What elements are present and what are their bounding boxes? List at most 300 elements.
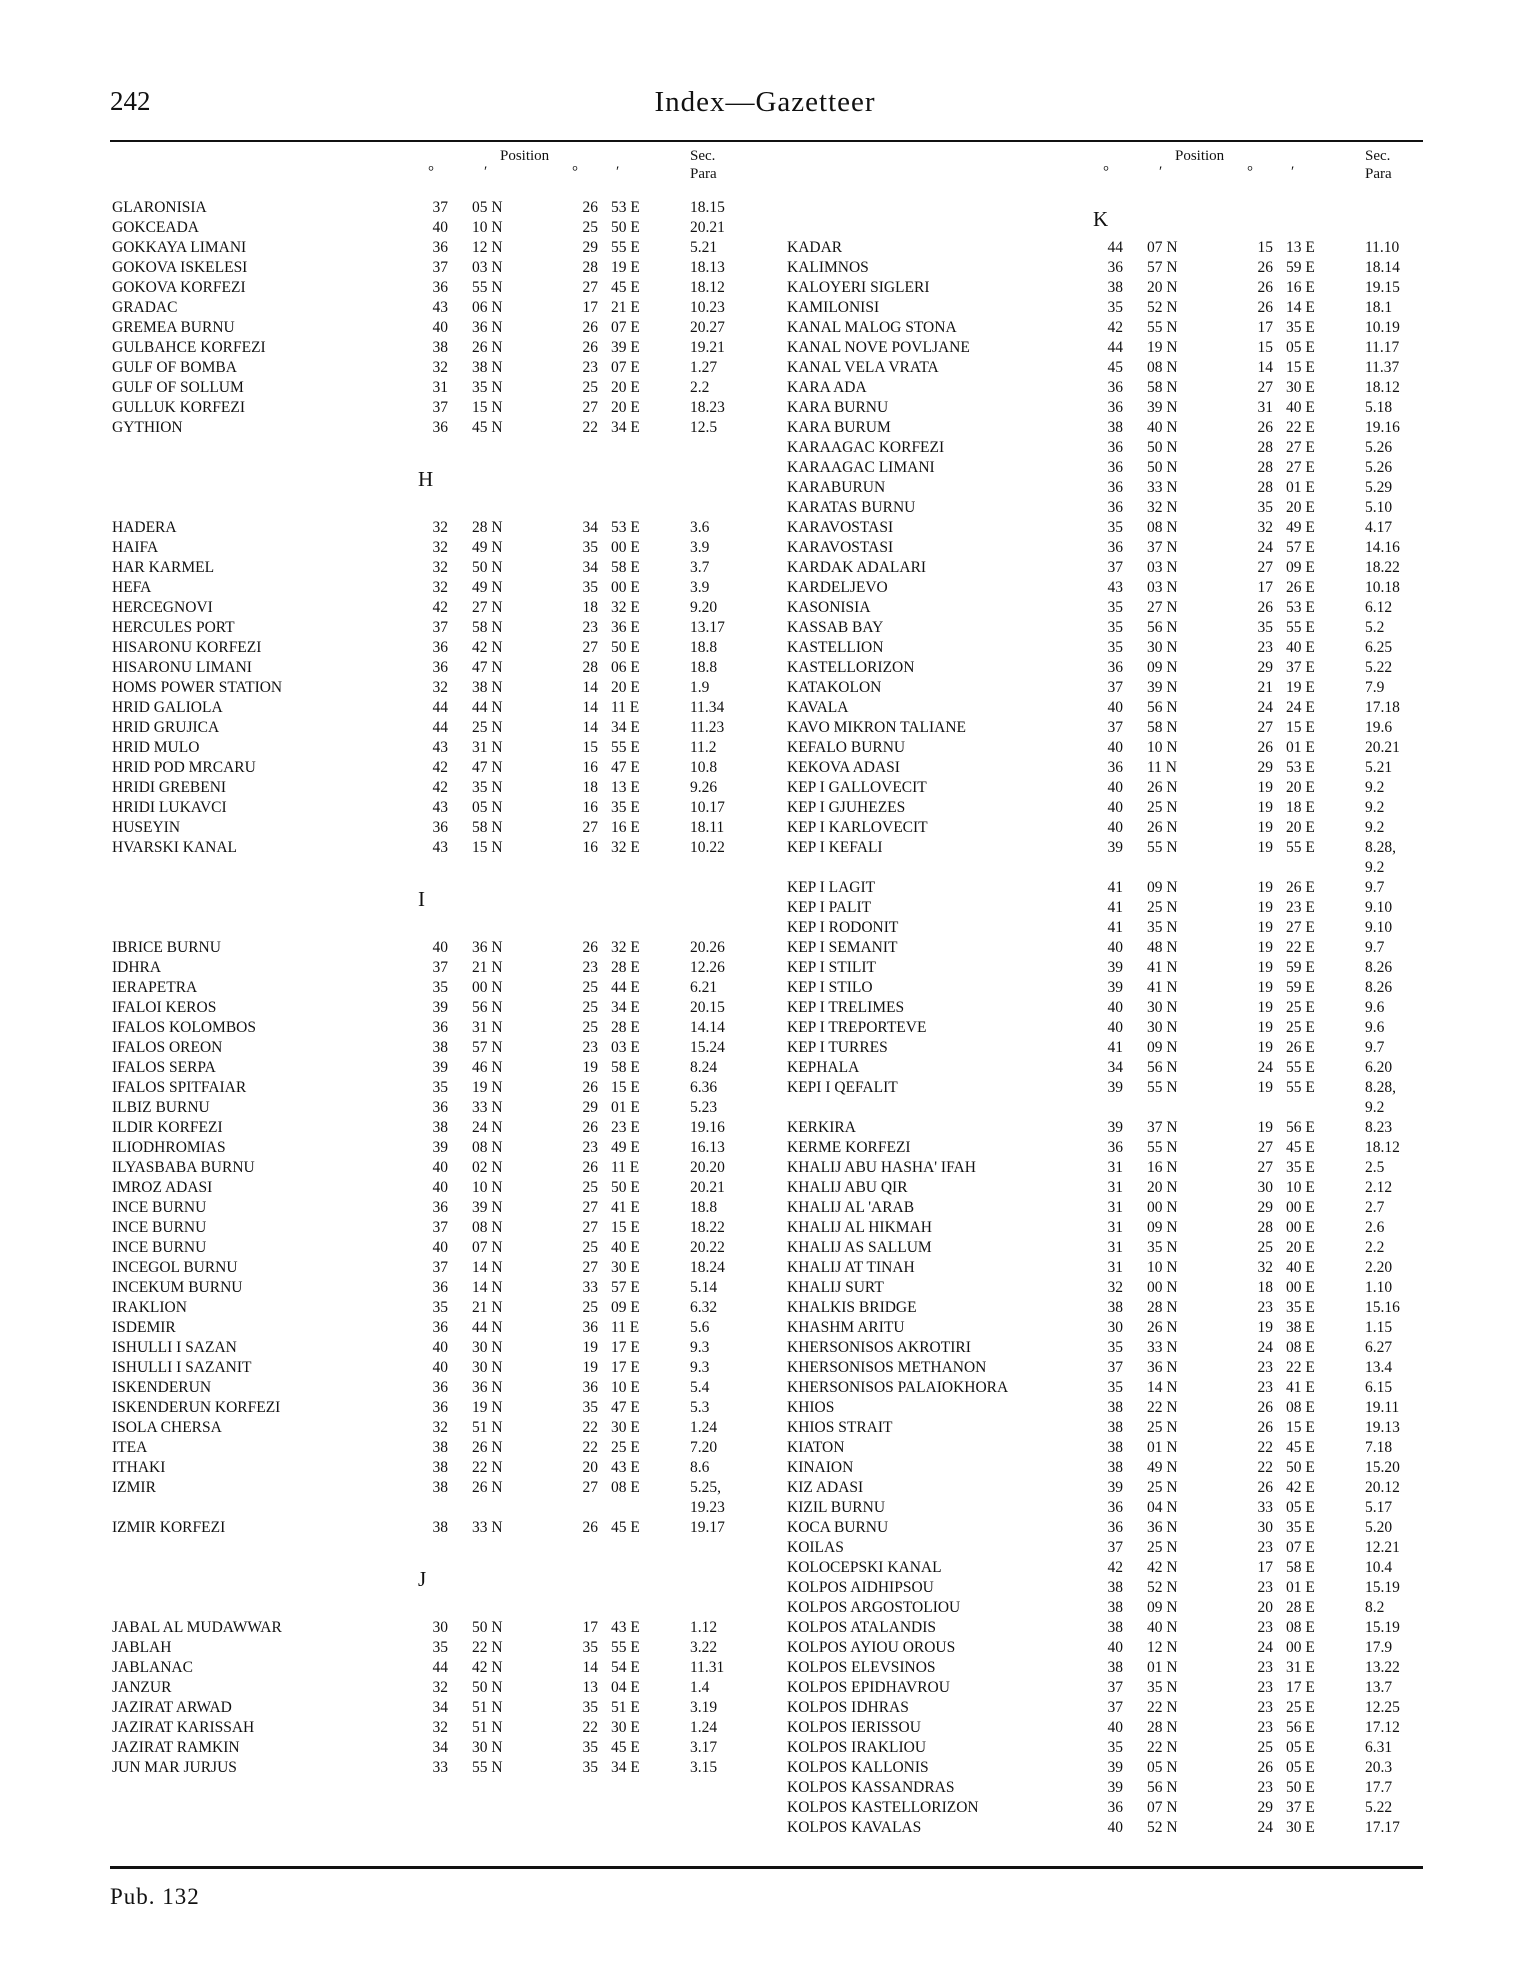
sec-para: 20.27 [690, 319, 725, 336]
lon-minutes: 15 E [1286, 719, 1315, 736]
lat-minutes: 07 N [1147, 1799, 1178, 1816]
sec-para: 3.15 [690, 1759, 718, 1776]
gazetteer-entry [785, 1638, 1425, 1658]
gazetteer-entry [110, 1218, 750, 1238]
lon-minutes: 49 E [1286, 519, 1315, 536]
gazetteer-entry [110, 1238, 750, 1258]
lon-minutes: 16 E [1286, 279, 1315, 296]
place-name: GOKCEADA [112, 219, 199, 236]
lon-degrees: 20 [582, 1459, 598, 1476]
sec-para: 7.18 [1365, 1439, 1393, 1456]
place-name: HADERA [112, 519, 177, 536]
lon-minutes: 45 E [611, 279, 640, 296]
lon-degrees: 28 [1257, 1219, 1273, 1236]
lat-degrees: 40 [1107, 819, 1123, 836]
lat-degrees: 40 [432, 1159, 448, 1176]
lat-degrees: 36 [1107, 1139, 1123, 1156]
lat-degrees: 31 [1107, 1219, 1123, 1236]
lon-minutes: 45 E [1286, 1439, 1315, 1456]
lat-degrees: 37 [432, 399, 448, 416]
lon-degrees: 19 [1257, 919, 1273, 936]
lon-minutes: 50 E [1286, 1779, 1315, 1796]
lon-degrees: 27 [582, 1479, 598, 1496]
lat-minutes: 05 N [472, 799, 503, 816]
lat-degrees: 35 [432, 1639, 448, 1656]
lon-degrees: 23 [1257, 1539, 1273, 1556]
lat-minutes: 42 N [472, 1659, 503, 1676]
lat-degrees: 38 [1107, 1599, 1123, 1616]
place-name: KOLPOS ATALANDIS [787, 1619, 937, 1636]
lon-degrees: 19 [1257, 839, 1273, 856]
lon-degrees: 19 [1257, 999, 1273, 1016]
lon-degrees: 23 [582, 359, 598, 376]
gazetteer-entry [785, 1058, 1425, 1078]
lat-minutes: 22 N [472, 1639, 503, 1656]
section-letter [110, 878, 750, 918]
lon-degrees: 24 [1257, 1639, 1273, 1656]
lat-minutes: 35 N [1147, 1239, 1178, 1256]
lon-minutes: 09 E [1286, 559, 1315, 576]
lon-minutes: 17 E [611, 1359, 640, 1376]
lon-degrees: 29 [582, 239, 598, 256]
section-letter [110, 458, 750, 498]
gazetteer-entry [785, 518, 1425, 538]
place-name: KARAAGAC LIMANI [787, 459, 935, 476]
lon-degrees: 19 [1257, 979, 1273, 996]
lon-minutes: 22 E [1286, 419, 1315, 436]
place-name: IBRICE BURNU [112, 939, 221, 956]
sec-para: 2.7 [1365, 1199, 1385, 1216]
lat-minutes: 09 N [1147, 659, 1178, 676]
sec-para: 3.9 [690, 539, 710, 556]
lon-minutes: 55 E [1286, 619, 1315, 636]
gazetteer-entry [785, 778, 1425, 798]
lon-minutes: 11 E [611, 699, 640, 716]
lat-minutes: 58 N [472, 619, 503, 636]
lon-minutes: 41 E [1286, 1379, 1315, 1396]
gazetteer-entry [110, 1098, 750, 1118]
place-name: KEP I KARLOVECIT [787, 819, 928, 836]
lat-degrees: 38 [1107, 419, 1123, 436]
lat-degrees: 43 [1107, 579, 1123, 596]
lon-minutes: 25 E [1286, 999, 1315, 1016]
sec-para: 5.21 [690, 239, 718, 256]
sec-para: 18.14 [1365, 259, 1400, 276]
place-name: ISOLA CHERSA [112, 1419, 222, 1436]
lon-degrees: 35 [582, 1739, 598, 1756]
lat-minutes: 50 N [1147, 439, 1178, 456]
lat-minutes: 37 N [1147, 1119, 1178, 1136]
gazetteer-entry [110, 558, 750, 578]
sec-para: 1.9 [690, 679, 710, 696]
spacer [110, 438, 750, 458]
place-name: KANAL MALOG STONA [787, 319, 957, 336]
lon-degrees: 25 [1257, 1739, 1273, 1756]
gazetteer-entry [110, 1618, 750, 1638]
lat-degrees: 32 [432, 1419, 448, 1436]
sec-para: 5.6 [690, 1319, 710, 1336]
lat-degrees: 40 [1107, 1819, 1123, 1836]
lon-minutes: 53 E [611, 519, 640, 536]
lat-degrees: 40 [1107, 1639, 1123, 1656]
lon-degrees: 17 [582, 1619, 598, 1636]
lon-degrees: 27 [582, 1199, 598, 1216]
lat-degrees: 38 [1107, 1459, 1123, 1476]
gazetteer-entry [785, 918, 1425, 938]
sec-para: 5.21 [1365, 759, 1393, 776]
lon-degrees: 28 [582, 259, 598, 276]
lat-minutes: 45 N [472, 419, 503, 436]
lon-minutes: 40 E [1286, 1259, 1315, 1276]
lat-degrees: 32 [432, 359, 448, 376]
lat-degrees: 41 [1107, 879, 1123, 896]
lat-minutes: 25 N [1147, 899, 1178, 916]
lat-minutes: 20 N [1147, 279, 1178, 296]
lon-minutes: 00 E [611, 579, 640, 596]
lon-minutes: 19 E [611, 259, 640, 276]
lat-minutes: 50 N [1147, 459, 1178, 476]
lon-degrees: 21 [1257, 679, 1273, 696]
place-name: KEP I PALIT [787, 899, 872, 916]
lon-minutes: 08 E [1286, 1619, 1315, 1636]
lat-degrees: 34 [432, 1699, 448, 1716]
sec-para: 2.6 [1365, 1219, 1385, 1236]
gazetteer-entry [110, 1518, 750, 1538]
lon-degrees: 26 [1257, 259, 1273, 276]
lat-degrees: 36 [432, 419, 448, 436]
lat-minutes: 22 N [1147, 1699, 1178, 1716]
sec-para: 18.13 [690, 259, 725, 276]
lat-degrees: 35 [1107, 639, 1123, 656]
gazetteer-entry [110, 798, 750, 818]
place-name: GLARONISIA [112, 199, 207, 216]
gazetteer-entry [785, 738, 1425, 758]
sec-para: 8.23 [1365, 1119, 1393, 1136]
gazetteer-entry [785, 1738, 1425, 1758]
lon-minutes: 22 E [1286, 1359, 1315, 1376]
gazetteer-entry [110, 258, 750, 278]
sec-para: 5.17 [1365, 1499, 1393, 1516]
lat-degrees: 38 [1107, 279, 1123, 296]
place-name: GRADAC [112, 299, 178, 316]
lon-minutes: 40 E [611, 1239, 640, 1256]
lat-minutes: 58 N [1147, 719, 1178, 736]
gazetteer-entry [785, 1318, 1425, 1338]
gazetteer-entry [110, 378, 750, 398]
gazetteer-entry [110, 1138, 750, 1158]
place-name: KARA BURUM [787, 419, 891, 436]
page-title: Index—Gazetteer [654, 86, 876, 118]
place-name: GULF OF BOMBA [112, 359, 237, 376]
lon-degrees: 13 [582, 1679, 598, 1696]
lon-minutes: 32 E [611, 599, 640, 616]
gazetteer-entry [785, 1758, 1425, 1778]
lon-minutes: 27 E [1286, 439, 1315, 456]
sec-para: 19.21 [690, 339, 725, 356]
place-name: KEKOVA ADASI [787, 759, 900, 776]
gazetteer-entry [785, 958, 1425, 978]
gazetteer-entry [110, 1718, 750, 1738]
lat-minutes: 33 N [472, 1519, 503, 1536]
sec-para: 18.1 [1365, 299, 1393, 316]
lat-degrees: 42 [1107, 1559, 1123, 1576]
lat-degrees: 39 [1107, 1479, 1123, 1496]
sec-para: 11.2 [690, 739, 717, 756]
lat-degrees: 39 [1107, 1119, 1123, 1136]
column-header [785, 144, 1425, 198]
lat-degrees: 36 [432, 1279, 448, 1296]
place-name: KOCA BURNU [787, 1519, 889, 1536]
sec-para: 9.2 [1365, 859, 1385, 876]
lon-minutes: 08 E [1286, 1339, 1315, 1356]
lat-minutes: 02 N [472, 1159, 503, 1176]
gazetteer-entry [110, 658, 750, 678]
lon-degrees: 26 [1257, 1419, 1273, 1436]
lat-minutes: 28 N [1147, 1299, 1178, 1316]
lat-minutes: 12 N [472, 239, 503, 256]
lon-minutes: 01 E [611, 1099, 640, 1116]
lat-minutes: 11 N [1147, 759, 1177, 776]
position-heading: Position [1175, 148, 1225, 164]
sec-para: 9.10 [1365, 899, 1393, 916]
lat-minutes: 49 N [472, 579, 503, 596]
gazetteer-entry [785, 1418, 1425, 1438]
lon-degrees: 35 [582, 539, 598, 556]
lon-minutes: 05 E [1286, 339, 1315, 356]
sec-para: 20.12 [1365, 1479, 1400, 1496]
sec-para: 18.22 [690, 1219, 725, 1236]
lon-degrees: 25 [582, 1179, 598, 1196]
lat-minutes: 22 N [1147, 1739, 1178, 1756]
sec-para: 5.3 [690, 1399, 710, 1416]
place-name: JAZIRAT RAMKIN [112, 1739, 240, 1756]
lat-minutes: 56 N [1147, 619, 1178, 636]
gazetteer-entry [110, 1078, 750, 1098]
sec-para: 18.23 [690, 399, 725, 416]
lat-degrees: 40 [432, 1239, 448, 1256]
lon-minutes: 05 E [1286, 1499, 1315, 1516]
place-name: IFALOS SERPA [112, 1059, 216, 1076]
lat-degrees: 37 [1107, 1699, 1123, 1716]
lat-minutes: 24 N [472, 1119, 503, 1136]
sec-para: 13.7 [1365, 1679, 1393, 1696]
lon-degrees: 30 [1257, 1519, 1273, 1536]
lon-degrees: 17 [1257, 579, 1273, 596]
lon-degrees: 25 [582, 1019, 598, 1036]
place-name: JAZIRAT ARWAD [112, 1699, 232, 1716]
gazetteer-entry [110, 1438, 750, 1458]
lon-minutes: 55 E [611, 739, 640, 756]
sec-para: 10.19 [1365, 319, 1400, 336]
gazetteer-entry [110, 1738, 750, 1758]
place-name: HRID POD MRCARU [112, 759, 256, 776]
sec-para: 5.23 [690, 1099, 718, 1116]
lat-minutes: 56 N [472, 999, 503, 1016]
lat-minutes: 26 N [1147, 779, 1178, 796]
lon-minutes: 19 E [1286, 679, 1315, 696]
lat-degrees: 36 [1107, 459, 1123, 476]
place-name: KOLPOS IDHRAS [787, 1699, 909, 1716]
sec-para: 4.17 [1365, 519, 1393, 536]
lat-minutes: 38 N [472, 679, 503, 696]
lat-minutes: 51 N [472, 1719, 503, 1736]
bottom-rule [110, 1866, 1423, 1869]
lon-minutes: 28 E [611, 1019, 640, 1036]
gazetteer-entry [785, 1498, 1425, 1518]
lat-degrees: 43 [432, 299, 448, 316]
gazetteer-entry [110, 758, 750, 778]
lon-degrees: 25 [582, 1239, 598, 1256]
gazetteer-entry [110, 1398, 750, 1418]
lon-minutes: 45 E [611, 1739, 640, 1756]
lon-minutes: 31 E [1286, 1659, 1315, 1676]
lon-minutes: 17 E [1286, 1679, 1315, 1696]
lon-minutes: 50 E [611, 219, 640, 236]
lon-degrees: 24 [1257, 699, 1273, 716]
lon-degrees: 19 [1257, 939, 1273, 956]
lat-degrees: 40 [432, 1179, 448, 1196]
lon-minutes: 41 E [611, 1199, 640, 1216]
lat-degrees: 42 [1107, 319, 1123, 336]
gazetteer-entry [110, 518, 750, 538]
lon-minutes: 00 E [1286, 1639, 1315, 1656]
lat-degrees: 31 [1107, 1159, 1123, 1176]
lat-minutes: 36 N [472, 1379, 503, 1396]
lon-minutes: 20 E [1286, 499, 1315, 516]
place-name: JABLAH [112, 1639, 172, 1656]
lat-degrees: 40 [432, 1339, 448, 1356]
place-name: KHALIJ AL 'ARAB [787, 1199, 915, 1216]
lat-minutes: 30 N [472, 1359, 503, 1376]
place-name: KHALIJ AS SALLUM [787, 1239, 932, 1256]
gazetteer-entry [785, 1598, 1425, 1618]
place-name: INCE BURNU [112, 1199, 207, 1216]
lat-minutes: 30 N [1147, 999, 1178, 1016]
sec-para: 20.3 [1365, 1759, 1393, 1776]
lat-degrees: 40 [1107, 1719, 1123, 1736]
sec-para: 19.16 [1365, 419, 1400, 436]
sec-para: 7.9 [1365, 679, 1385, 696]
place-name: INCE BURNU [112, 1219, 207, 1236]
sec-para: 13.22 [1365, 1659, 1400, 1676]
gazetteer-entry [110, 738, 750, 758]
gazetteer-entry [110, 218, 750, 238]
place-name: GULLUK KORFEZI [112, 399, 246, 416]
lon-minutes: 45 E [611, 1519, 640, 1536]
lon-minutes: 20 E [611, 379, 640, 396]
lat-degrees: 40 [1107, 799, 1123, 816]
lon-minutes: 00 E [1286, 1279, 1315, 1296]
lat-degrees: 42 [432, 599, 448, 616]
place-name: KAMILONISI [787, 299, 880, 316]
gazetteer-entry [785, 358, 1425, 378]
sec-para: 18.8 [690, 659, 718, 676]
lat-degrees: 36 [1107, 499, 1123, 516]
lon-degrees: 17 [1257, 1559, 1273, 1576]
lat-degrees: 35 [1107, 299, 1123, 316]
gazetteer-entry [785, 1558, 1425, 1578]
place-name: KHERSONISOS METHANON [787, 1359, 987, 1376]
lon-degrees: 27 [1257, 1139, 1273, 1156]
place-name: KEFALO BURNU [787, 739, 906, 756]
lat-minutes: 10 N [1147, 1259, 1178, 1276]
lat-degrees: 36 [432, 1379, 448, 1396]
sec-para: 1.24 [690, 1719, 718, 1736]
lon-minutes: 51 E [611, 1699, 640, 1716]
lon-degrees: 35 [1257, 499, 1273, 516]
lat-minutes: 44 N [472, 1319, 503, 1336]
gazetteer-entry [785, 538, 1425, 558]
lat-degrees: 34 [432, 1739, 448, 1756]
sec-para: 1.10 [1365, 1279, 1393, 1296]
lon-minutes: 20 E [1286, 1239, 1315, 1256]
gazetteer-entry [785, 1718, 1425, 1738]
place-name: HUSEYIN [112, 819, 181, 836]
place-name: KHALIJ AL HIKMAH [787, 1219, 932, 1236]
place-name: JABLANAC [112, 1659, 193, 1676]
place-name: GOKOVA KORFEZI [112, 279, 246, 296]
lon-minutes: 58 E [611, 1059, 640, 1076]
place-name: KHALIJ ABU HASHA' IFAH [787, 1159, 976, 1176]
place-name: GREMEA BURNU [112, 319, 235, 336]
place-name: HRIDI LUKAVCI [112, 799, 227, 816]
gazetteer-entry [785, 1378, 1425, 1398]
lon-minutes: 57 E [1286, 539, 1315, 556]
place-name: KHALIJ AT TINAH [787, 1259, 915, 1276]
gazetteer-entry [110, 638, 750, 658]
lat-degrees: 35 [432, 1079, 448, 1096]
lat-degrees: 37 [432, 619, 448, 636]
gazetteer-entry [785, 1698, 1425, 1718]
lon-minutes: 15 E [1286, 359, 1315, 376]
lat-degrees: 36 [1107, 479, 1123, 496]
gazetteer-entry [110, 1298, 750, 1318]
lat-degrees: 35 [1107, 519, 1123, 536]
lat-minutes: 04 N [1147, 1499, 1178, 1516]
lon-degrees: 23 [1257, 1779, 1273, 1796]
place-name: KARA ADA [787, 379, 867, 396]
lat-degrees: 35 [432, 1299, 448, 1316]
lon-degrees: 35 [582, 1759, 598, 1776]
lon-degrees: 27 [1257, 1159, 1273, 1176]
lat-degrees: 33 [432, 1759, 448, 1776]
lon-degrees: 19 [582, 1059, 598, 1076]
gazetteer-entry [110, 1418, 750, 1438]
lon-degrees: 25 [582, 379, 598, 396]
lon-degrees: 25 [582, 999, 598, 1016]
sec-para: 10.18 [1365, 579, 1400, 596]
lat-degrees: 36 [1107, 379, 1123, 396]
place-name: GULBAHCE KORFEZI [112, 339, 266, 356]
lon-degrees: 26 [1257, 1479, 1273, 1496]
place-name: HAR KARMEL [112, 559, 215, 576]
gazetteer-entry [785, 258, 1425, 278]
lat-minutes: 50 N [472, 1619, 503, 1636]
lon-degrees: 26 [582, 939, 598, 956]
lat-minutes: 19 N [1147, 339, 1178, 356]
lat-minutes: 40 N [1147, 1619, 1178, 1636]
lat-degrees: 35 [432, 979, 448, 996]
lon-degrees: 15 [582, 739, 598, 756]
lat-degrees: 31 [1107, 1239, 1123, 1256]
place-name: KEPI I QEFALIT [787, 1079, 898, 1096]
gazetteer-entry [785, 818, 1425, 838]
lon-degrees: 17 [1257, 319, 1273, 336]
place-name: KARABURUN [787, 479, 886, 496]
entry-list-left [110, 198, 750, 1778]
lon-degrees: 19 [1257, 819, 1273, 836]
lat-minutes: 36 N [472, 939, 503, 956]
